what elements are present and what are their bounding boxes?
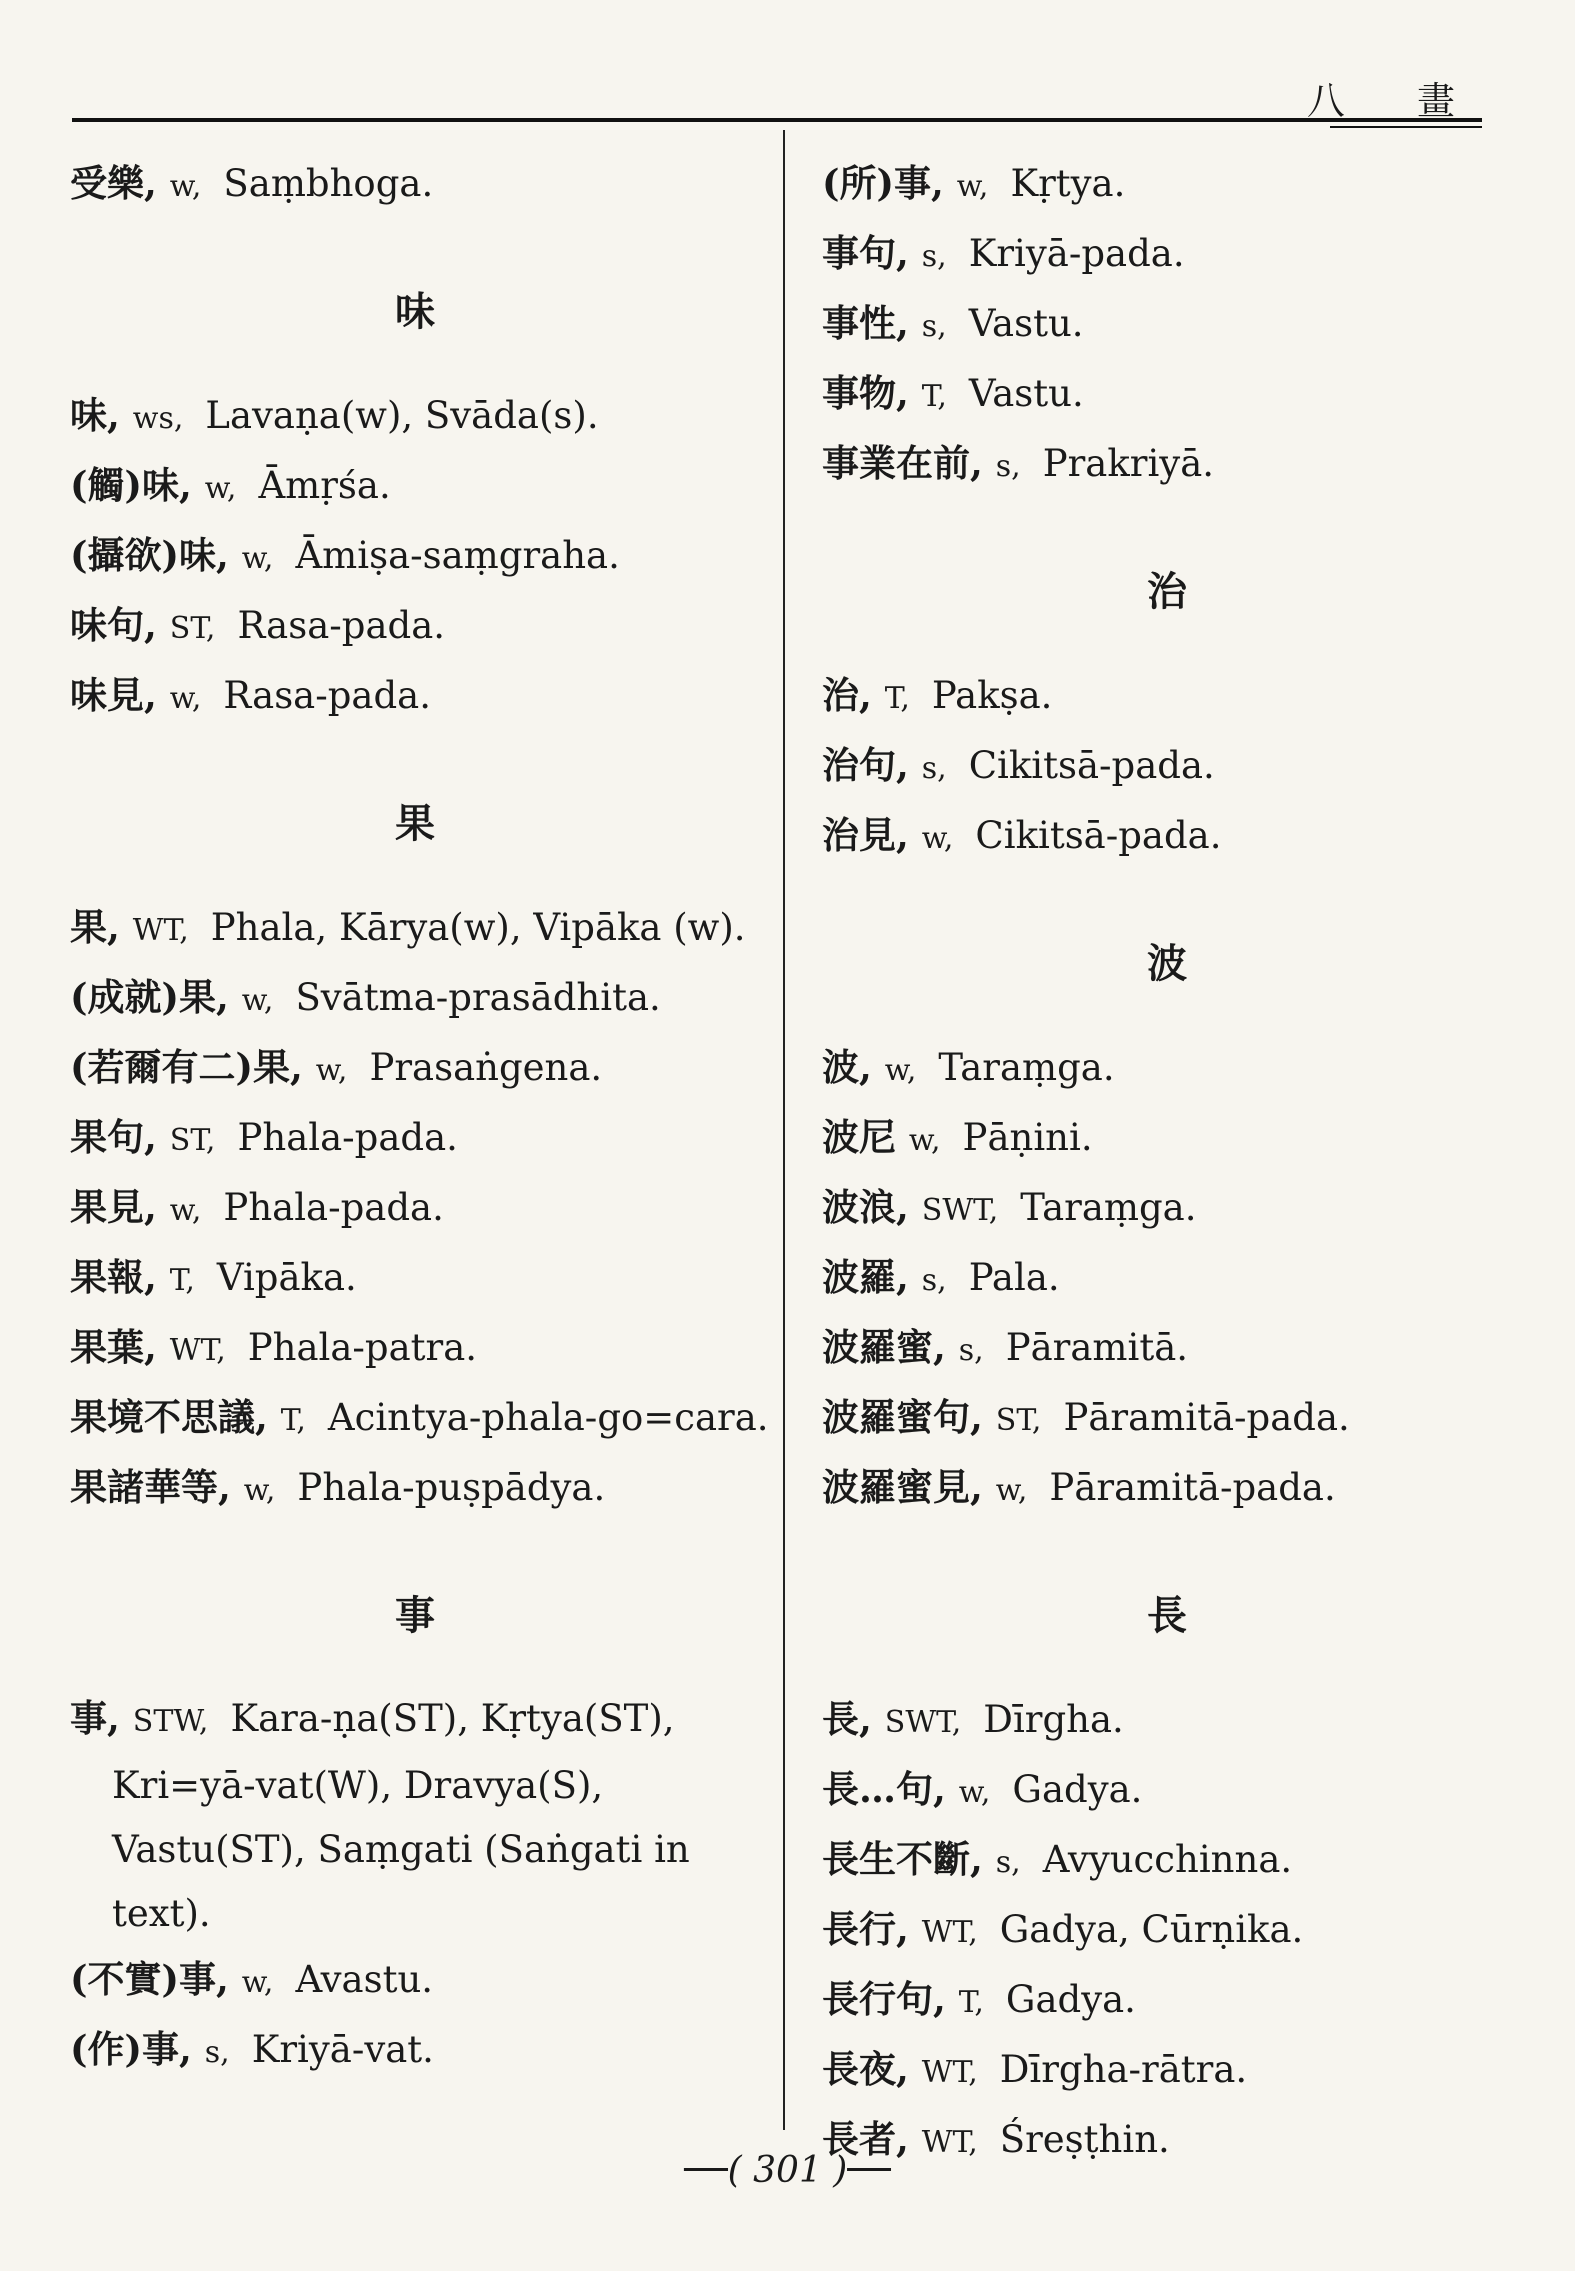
dictionary-entry	[70, 662, 760, 732]
entry-headword: 波羅蜜,	[822, 1325, 959, 1369]
dictionary-entry	[822, 430, 1512, 500]
section-heading: 治	[1147, 568, 1187, 615]
entry-headword: 事性,	[822, 301, 922, 345]
dictionary-entry	[822, 662, 1512, 732]
dictionary-entry	[822, 1686, 1512, 1756]
dictionary-entry	[70, 1314, 760, 1384]
entry-headword: 事,	[70, 1696, 133, 1740]
entry-headword: 治句,	[822, 743, 922, 787]
dictionary-entry	[822, 1034, 1512, 1104]
entry-sanskrit: Saṃbhoga.	[223, 162, 434, 205]
dictionary-entry	[70, 1104, 760, 1174]
entry-source: w,	[204, 471, 237, 506]
dictionary-entry	[822, 1966, 1512, 2036]
entry-sanskrit: Dīrgha-rātra.	[999, 2048, 1248, 2091]
entry-sanskrit: Kriyā-vat.	[251, 2028, 434, 2071]
entry-source: T,	[884, 681, 910, 716]
entry-sanskrit: Pakṣa.	[931, 674, 1053, 717]
running-head: 八 畫	[1306, 79, 1485, 123]
entry-source: WT,	[921, 2125, 978, 2160]
entry-source: WT,	[169, 1333, 226, 1368]
entry-headword: (攝欲)味,	[70, 533, 242, 577]
entry-headword: (所)事,	[822, 161, 957, 205]
entry-headword: (成就)果,	[70, 975, 242, 1019]
entry-source: s,	[958, 1333, 984, 1368]
entry-source: w,	[169, 169, 202, 204]
dictionary-entry	[822, 1826, 1512, 1896]
entry-headword: 波浪,	[822, 1185, 922, 1229]
entry-sanskrit: Kara-ṇa(ST), Kṛtya(ST), Kri=yā-vat(W), Dravya(S), Vastu(ST), Saṃgati (Saṅgati in text).	[112, 1697, 690, 1935]
entry-source: w,	[241, 541, 274, 576]
entry-sanskrit: Prakriyā.	[1042, 442, 1215, 485]
dictionary-entry	[822, 1454, 1512, 1524]
entry-sanskrit: Avyucchinna.	[1042, 1838, 1293, 1881]
entry-source: w,	[315, 1053, 348, 1088]
entry-source: ST,	[169, 1123, 216, 1158]
dictionary-entry	[822, 1384, 1512, 1454]
dictionary-entry	[822, 732, 1512, 802]
dictionary-entry	[822, 290, 1512, 360]
entry-headword: 治,	[822, 673, 885, 717]
entry-sanskrit: Rasa-pada.	[237, 604, 446, 647]
entry-sanskrit: Phala-puṣpādya.	[297, 1466, 606, 1509]
entry-sanskrit: Phala-pada.	[237, 1116, 458, 1159]
entry-source: STW,	[132, 1704, 209, 1739]
entry-source: s,	[995, 1845, 1021, 1880]
dictionary-entry	[822, 1174, 1512, 1244]
entry-headword: 事物,	[822, 371, 922, 415]
entry-source: w,	[241, 1965, 274, 2000]
dictionary-entry	[70, 150, 760, 220]
entry-headword: 波羅,	[822, 1255, 922, 1299]
section-heading: 事	[395, 1592, 435, 1639]
entry-headword: 長行,	[822, 1907, 922, 1951]
entry-sanskrit: Phala-pada.	[223, 1186, 444, 1229]
entry-source: WT,	[132, 913, 189, 948]
entry-sanskrit: Gadya.	[1012, 1768, 1143, 1811]
entry-sanskrit: Phala-patra.	[247, 1326, 478, 1369]
entry-sanskrit: Vastu.	[968, 302, 1084, 345]
entry-sanskrit: Cikitsā-pada.	[968, 744, 1215, 787]
entry-source: T,	[921, 379, 947, 414]
entry-headword: 果葉,	[70, 1325, 170, 1369]
dictionary-entry	[822, 1244, 1512, 1314]
section-heading: 味	[395, 288, 435, 335]
column-divider	[783, 130, 785, 2130]
entry-source: w,	[921, 821, 954, 856]
entry-sanskrit: Gadya, Cūrṇika.	[999, 1908, 1304, 1951]
dictionary-entry	[70, 2016, 760, 2086]
entry-sanskrit: Taraṃga.	[938, 1046, 1115, 1089]
dictionary-entry	[70, 1244, 760, 1314]
entry-source: w,	[995, 1473, 1028, 1508]
entry-sanskrit: Kriyā-pada.	[968, 232, 1185, 275]
dictionary-entry	[70, 592, 760, 662]
entry-source: ST,	[995, 1403, 1042, 1438]
entry-headword: (作)事,	[70, 2027, 205, 2071]
section-heading: 果	[395, 800, 435, 847]
entry-source: s,	[995, 449, 1021, 484]
entry-source: SWT,	[921, 1193, 999, 1228]
dictionary-entry	[70, 1686, 760, 1946]
entry-sanskrit: Pāṇini.	[962, 1116, 1093, 1159]
entry-headword: 長…句,	[822, 1767, 959, 1811]
entry-sanskrit: Vipāka.	[216, 1256, 357, 1299]
entry-headword: 波尼	[822, 1115, 909, 1159]
entry-source: T,	[280, 1403, 306, 1438]
entry-headword: 長夜,	[822, 2047, 922, 2091]
entry-headword: 果境不思議,	[70, 1395, 281, 1439]
entry-sanskrit: Pāramitā.	[1005, 1326, 1189, 1369]
entry-source: SWT,	[884, 1705, 962, 1740]
entry-source: T,	[958, 1985, 984, 2020]
entry-sanskrit: Pāramitā-pada.	[1063, 1396, 1350, 1439]
entry-source: w,	[169, 681, 202, 716]
entry-source: s,	[921, 309, 947, 344]
entry-sanskrit: Acintya-phala-go=cara.	[327, 1396, 769, 1439]
entry-headword: (若爾有二)果,	[70, 1045, 316, 1089]
dictionary-entry	[70, 452, 760, 522]
entry-source: s,	[921, 1263, 947, 1298]
right-column	[822, 150, 1512, 2176]
entry-headword: 長者,	[822, 2117, 922, 2161]
entry-headword: 果句,	[70, 1115, 170, 1159]
entry-headword: 果報,	[70, 1255, 170, 1299]
entry-headword: 味句,	[70, 603, 170, 647]
dictionary-entry	[70, 1946, 760, 2016]
dictionary-entry	[822, 802, 1512, 872]
entry-source: w,	[908, 1123, 941, 1158]
dictionary-entry	[70, 894, 760, 964]
entry-headword: 事業在前,	[822, 441, 996, 485]
dictionary-entry	[822, 1896, 1512, 1966]
entry-source: s,	[921, 751, 947, 786]
entry-sanskrit: Cikitsā-pada.	[975, 814, 1222, 857]
section-heading: 波	[1147, 940, 1187, 987]
left-column	[70, 150, 769, 2086]
entry-source: w,	[243, 1473, 276, 1508]
entry-sanskrit: Prasaṅgena.	[369, 1046, 603, 1089]
dictionary-entry	[822, 1104, 1512, 1174]
dictionary-entry	[822, 1756, 1512, 1826]
dictionary-entry	[70, 1034, 760, 1104]
entry-source: WT,	[921, 2055, 978, 2090]
top-rule	[72, 118, 1482, 122]
entry-sanskrit: Kṛtya.	[1010, 162, 1126, 205]
entry-headword: 味見,	[70, 673, 170, 717]
entry-sanskrit: Gadya.	[1005, 1978, 1136, 2021]
dictionary-entry	[822, 360, 1512, 430]
entry-source: ST,	[169, 611, 216, 646]
entry-headword: 果諸華等,	[70, 1465, 244, 1509]
entry-sanskrit: Phala, Kārya(w), Vipāka (w).	[210, 906, 746, 949]
entry-headword: 果見,	[70, 1185, 170, 1229]
entry-headword: (不實)事,	[70, 1957, 242, 2001]
entry-source: w,	[169, 1193, 202, 1228]
dictionary-entry	[822, 220, 1512, 290]
entry-sanskrit: Śreṣṭhin.	[999, 2118, 1170, 2161]
entry-headword: 波羅蜜句,	[822, 1395, 996, 1439]
dictionary-entry	[70, 382, 760, 452]
entry-source: ws,	[132, 401, 184, 436]
dictionary-entry	[822, 150, 1512, 220]
entry-headword: 長生不斷,	[822, 1837, 996, 1881]
entry-source: s,	[921, 239, 947, 274]
entry-sanskrit: Svātma-prasādhita.	[295, 976, 661, 1019]
dictionary-entry	[70, 964, 760, 1034]
top-rule-secondary	[1330, 126, 1482, 128]
entry-sanskrit: Lavaṇa(w), Svāda(s).	[205, 394, 599, 437]
entry-headword: 波,	[822, 1045, 885, 1089]
entry-headword: 事句,	[822, 231, 922, 275]
entry-source: w,	[956, 169, 989, 204]
entry-headword: (觸)味,	[70, 463, 205, 507]
entry-sanskrit: Dīrgha.	[983, 1698, 1124, 1741]
entry-headword: 果,	[70, 905, 133, 949]
entry-sanskrit: Āmiṣa-saṃgraha.	[295, 534, 620, 577]
entry-headword: 受樂,	[70, 161, 170, 205]
entry-source: w,	[241, 983, 274, 1018]
entry-sanskrit: Vastu.	[968, 372, 1084, 415]
dictionary-entry	[70, 1174, 760, 1244]
dictionary-entry	[822, 2036, 1512, 2106]
entry-sanskrit: Rasa-pada.	[223, 674, 431, 717]
entry-source: WT,	[921, 1915, 978, 1950]
entry-source: w,	[884, 1053, 917, 1088]
entry-source: T,	[169, 1263, 195, 1298]
entry-sanskrit: Pala.	[968, 1256, 1060, 1299]
entry-headword: 治見,	[822, 813, 922, 857]
dictionary-entry	[70, 522, 760, 592]
entry-headword: 味,	[70, 393, 133, 437]
entry-sanskrit: Pāramitā-pada.	[1049, 1466, 1336, 1509]
page-number: ──( 301 )──	[684, 2150, 891, 2191]
entry-source: w,	[958, 1775, 991, 1810]
entry-source: s,	[204, 2035, 230, 2070]
section-heading: 長	[1147, 1592, 1187, 1639]
dictionary-entry	[70, 1454, 760, 1524]
dictionary-entry	[70, 1384, 769, 1454]
entry-sanskrit: Avastu.	[295, 1958, 434, 2001]
entry-sanskrit: Taraṃga.	[1020, 1186, 1197, 1229]
entry-headword: 波羅蜜見,	[822, 1465, 996, 1509]
dictionary-entry	[822, 1314, 1512, 1384]
entry-headword: 長行句,	[822, 1977, 959, 2021]
entry-sanskrit: Āmṛśa.	[258, 464, 391, 507]
entry-headword: 長,	[822, 1697, 885, 1741]
